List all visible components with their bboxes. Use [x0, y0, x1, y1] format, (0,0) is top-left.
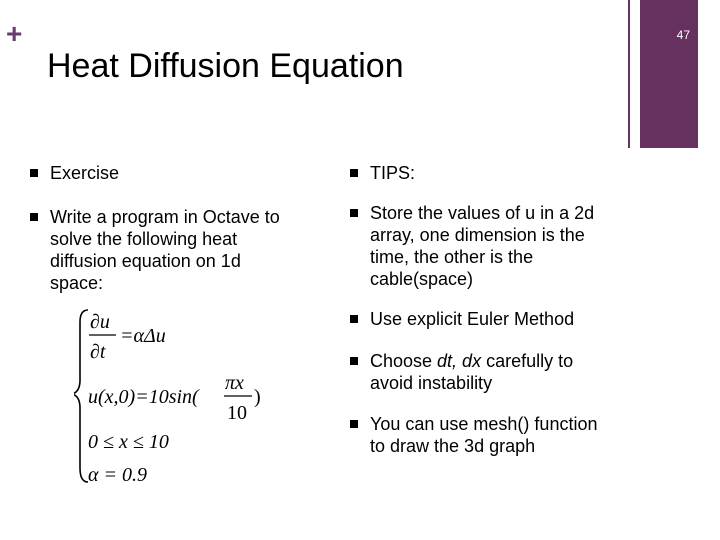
bullet-text: You can use mesh() function to draw the 3d graph: [370, 414, 598, 456]
plus-icon: +: [6, 18, 23, 49]
heat-equation-formula: [74, 298, 294, 498]
bullet-square-icon: [350, 420, 358, 428]
accent-bar: [640, 0, 698, 148]
page-number: 47: [676, 28, 690, 42]
bullet-square-icon: [350, 209, 358, 217]
bullet-text: Store the values of u in a 2d array, one dimension is the time, the other is the cable(space): [370, 203, 595, 289]
alpha-value: α = 0.9: [88, 464, 147, 486]
pde-denominator: ∂t: [90, 341, 106, 363]
pde-numerator: ∂u: [90, 311, 110, 333]
accent-line: [628, 0, 630, 148]
initial-fraction-numerator: πx: [225, 372, 244, 394]
left-brace: [74, 310, 88, 482]
bullet-square-icon: [350, 357, 358, 365]
initial-fraction-denominator: 10: [227, 402, 247, 424]
bullet-square-icon: [30, 169, 38, 177]
initial-close-paren: ): [254, 386, 261, 408]
bullet-square-icon: [350, 169, 358, 177]
initial-condition-lhs: u(x,0)=10sin(: [88, 386, 199, 408]
bullet-text: Choose dt, dx carefully to avoid instability: [370, 351, 574, 393]
bullet-text: Exercise: [50, 163, 120, 183]
slide-title: Heat Diffusion Equation: [47, 47, 404, 85]
bullet-square-icon: [350, 315, 358, 323]
bullet-text: TIPS:: [370, 163, 416, 183]
domain-constraint: 0 ≤ x ≤ 10: [88, 431, 169, 453]
bullet-text: Use explicit Euler Method: [370, 309, 575, 329]
bullet-text: Write a program in Octave to solve the following heat diffusion equation on 1d space:: [50, 207, 280, 293]
bullet-square-icon: [30, 213, 38, 221]
pde-rhs: =αΔu: [120, 325, 166, 347]
